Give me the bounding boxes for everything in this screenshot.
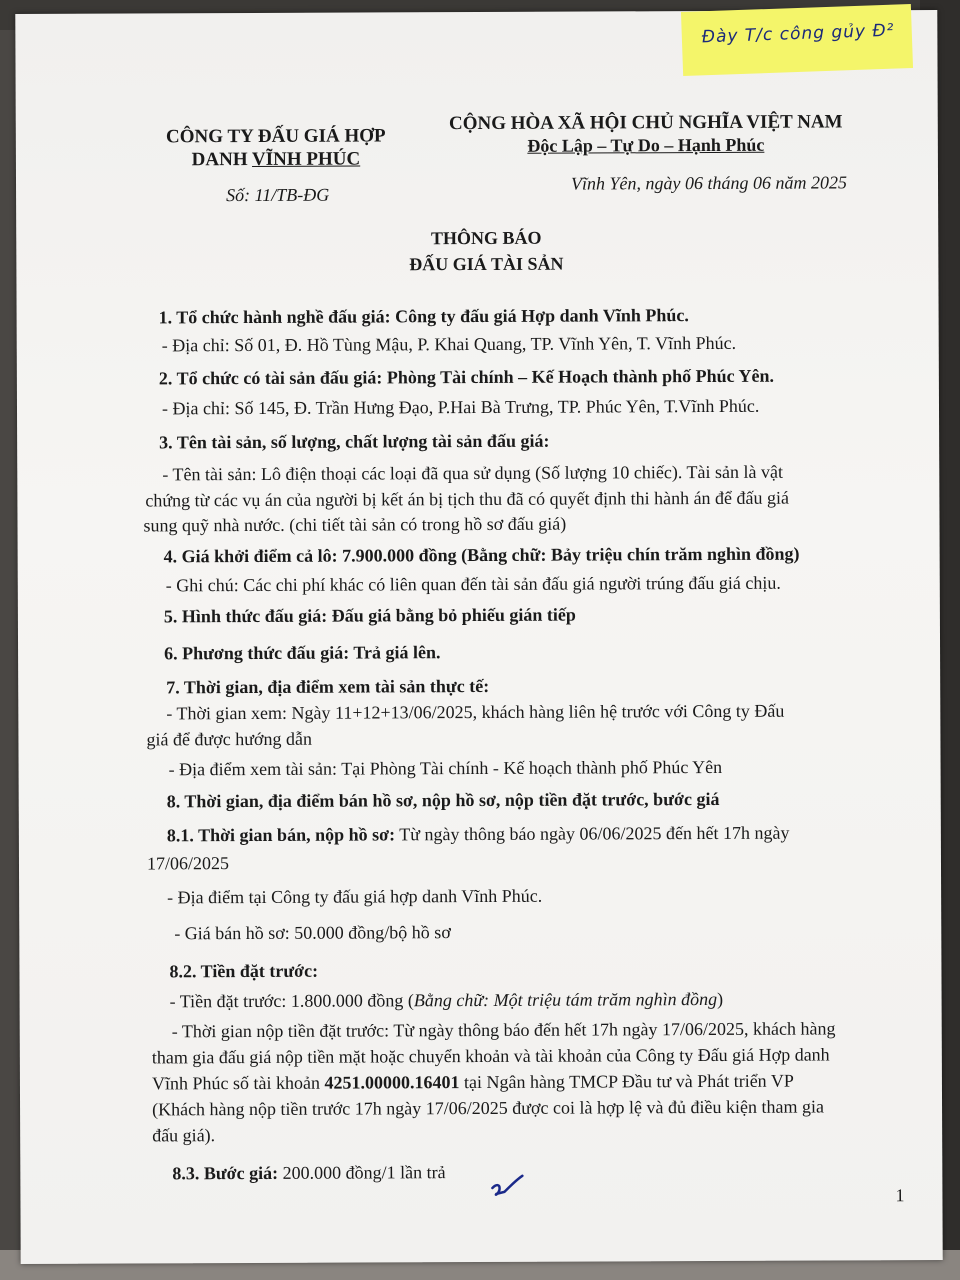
- section-8-1-line: [167, 823, 790, 847]
- section-3-text-1: - Tên tài sản: Lô điện thoại các loại đã qua sử dụng (Số lượng 10 chiếc). Tài sản là vật: [162, 461, 784, 485]
- org-name-line1: CÔNG TY ĐẤU GIÁ HỢP: [165, 125, 386, 148]
- section-8-2-text-5: đấu giá).: [152, 1125, 216, 1146]
- section-8-3-heading: 8.3. Bước giá:: [172, 1162, 279, 1184]
- section-5-heading: 5. Hình thức đấu giá: Đấu giá bằng bỏ phiếu gián tiếp: [163, 604, 576, 627]
- document-page: [15, 10, 942, 1264]
- section-3-text-3: sung quỹ nhà nước. (chi tiết tài sản có trong hồ sơ đấu giá): [143, 513, 567, 536]
- document-date: Vĩnh Yên, ngày 06 tháng 06 năm 2025: [570, 172, 848, 194]
- section-7-text-2: giá để được hướng dẫn: [146, 728, 313, 750]
- handwritten-checkmark-icon: [490, 1174, 524, 1200]
- org-name-line2: DANH VĨNH PHÚC: [191, 148, 361, 171]
- section-8-1-heading: 8.1. Thời gian bán, nộp hồ sơ:: [166, 824, 396, 846]
- section-8-2-text-2: tham gia đấu giá nộp tiền mặt hoặc chuyển khoản và tài khoản của Công ty Đấu giá Hợp danh: [151, 1044, 830, 1068]
- section-8-2-heading: 8.2. Tiền đặt trước:: [169, 960, 319, 982]
- section-8-1-price: - Giá bán hồ sơ: 50.000 đồng/bộ hồ sơ: [174, 922, 451, 944]
- section-8-1-location: - Địa điểm tại Công ty đấu giá hợp danh Vĩnh Phúc.: [167, 885, 543, 908]
- section-4-note: - Ghi chú: Các chi phí khác có liên quan đến tài sản đấu giá người trúng đấu giá chịu.: [165, 572, 781, 596]
- section-3-text-2: chứng từ các vụ án của người bị kết án bị tịch thu đã có quyết định thi hành án để đấu giá: [145, 487, 790, 511]
- section-7-heading: 7. Thời gian, địa điểm xem tài sản thực tế:: [166, 675, 490, 698]
- section-8-1-date: 17/06/2025: [146, 853, 230, 874]
- sticky-note: Đày T/c công gủy Đ²: [681, 4, 913, 76]
- section-2-heading: 2. Tổ chức có tài sản đấu giá: Phòng Tài chính – Kế Hoạch thành phố Phúc Yên.: [158, 365, 775, 389]
- section-8-heading: 8. Thời gian, địa điểm bán hồ sơ, nộp hồ sơ, nộp tiền đặt trước, bước giá: [166, 788, 720, 812]
- section-8-2-deposit: - Tiền đặt trước: 1.800.000 đồng (Bằng chữ: Một triệu tám trăm nghìn đồng): [169, 988, 724, 1012]
- section-1-heading: 1. Tổ chức hành nghề đấu giá: Công ty đấu giá Hợp danh Vĩnh Phúc.: [158, 305, 689, 328]
- section-6-heading: 6. Phương thức đấu giá: Trả giá lên.: [164, 642, 441, 664]
- section-8-3-text: 200.000 đồng/1 lần trả: [278, 1162, 446, 1183]
- section-8-3-line: [172, 1162, 445, 1184]
- section-3-heading: 3. Tên tài sản, số lượng, chất lượng tài sản đấu giá:: [159, 430, 550, 453]
- organization-header: [151, 124, 401, 171]
- nation-title: CỘNG HÒA XÃ HỘI CHỦ NGHĨA VIỆT NAM: [448, 111, 843, 135]
- bank-account-number: 4251.00000.16401: [324, 1072, 460, 1093]
- section-8-2-text-1: - Thời gian nộp tiền đặt trước: Từ ngày thông báo đến hết 17h ngày 17/06/2025, khách hàng: [171, 1018, 836, 1042]
- section-1-address: - Địa chỉ: Số 01, Đ. Hồ Tùng Mậu, P. Khai Quang, TP. Vĩnh Yên, T. Vĩnh Phúc.: [161, 332, 737, 356]
- national-header: [436, 110, 856, 158]
- page-number: 1: [895, 1185, 905, 1206]
- section-7-text-3: - Địa điểm xem tài sản: Tại Phòng Tài chính - Kế hoạch thành phố Phúc Yên: [168, 756, 723, 780]
- section-4-heading: 4. Giá khởi điểm cả lô: 7.900.000 đồng (Bằng chữ: Bảy triệu chín trăm nghìn đồng): [163, 543, 800, 567]
- national-motto: Độc Lập – Tự Do – Hạnh Phúc: [527, 134, 765, 156]
- section-8-2-text-3: Vĩnh Phúc số tài khoản 4251.00000.16401 tại Ngân hàng TMCP Đầu tư và Phát triển VP: [151, 1070, 794, 1094]
- section-8-1-text: Từ ngày thông báo ngày 06/06/2025 đến hết 17h ngày: [395, 822, 790, 845]
- document-subtitle: ĐẤU GIÁ TÀI SẢN: [409, 253, 564, 275]
- document-title: THÔNG BÁO: [430, 227, 542, 249]
- section-7-text-1: - Thời gian xem: Ngày 11+12+13/06/2025, khách hàng liên hệ trước với Công ty Đấu: [166, 700, 785, 724]
- section-2-address: - Địa chỉ: Số 145, Đ. Trần Hưng Đạo, P.Hai Bà Trưng, TP. Phúc Yên, T.Vĩnh Phúc.: [161, 395, 760, 419]
- section-8-2-text-4: (Khách hàng nộp tiền trước 17h ngày 17/06/2025 được coi là hợp lệ và đủ điều kiện tham gia: [152, 1096, 825, 1120]
- document-number: Số: 11/TB-ĐG: [226, 184, 330, 206]
- org-name-underlined: VĨNH PHÚC: [251, 148, 361, 170]
- deposit-in-words: Bằng chữ: Một triệu tám trăm nghìn đồng: [413, 988, 718, 1011]
